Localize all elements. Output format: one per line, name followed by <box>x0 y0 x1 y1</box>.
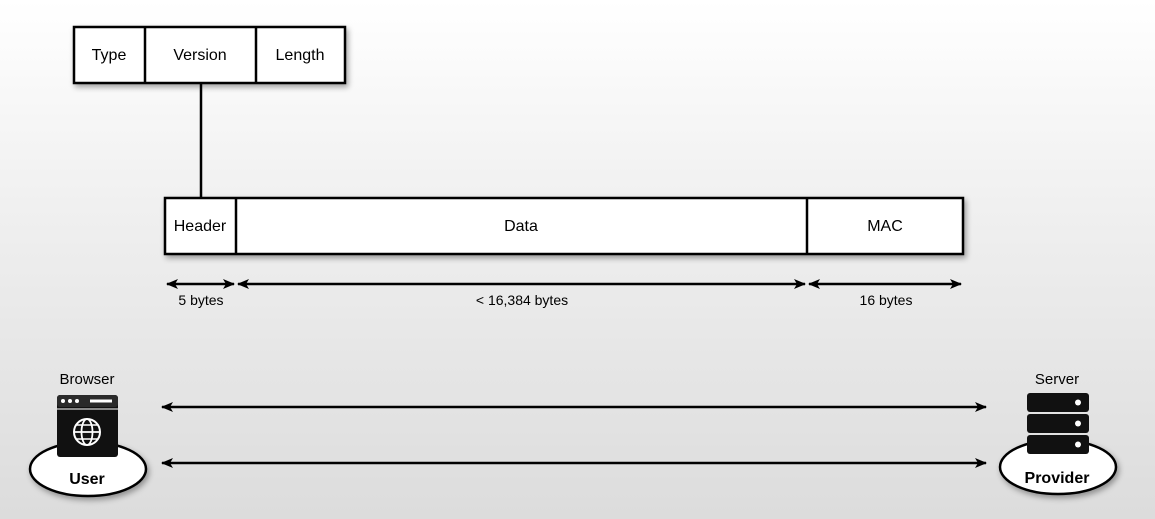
tls-record-group <box>165 198 963 254</box>
mac-size-label: 16 bytes <box>859 292 913 308</box>
header-size-label: 5 bytes <box>178 292 224 308</box>
record-header-label: Header <box>173 218 227 235</box>
data-size-label: < 16,384 bytes <box>475 292 569 308</box>
user-label: User <box>69 471 105 488</box>
server-label: Server <box>1034 371 1080 388</box>
server-icon <box>1027 393 1089 454</box>
browser-label: Browser <box>59 371 115 388</box>
record-mac-label: MAC <box>867 218 903 235</box>
length-field-label: Length <box>275 47 325 64</box>
record-data-label: Data <box>504 218 538 235</box>
type-field-label: Type <box>91 47 127 64</box>
browser-icon <box>57 395 118 457</box>
tls-record-box <box>165 198 963 254</box>
version-field-label: Version <box>173 47 227 64</box>
provider-label: Provider <box>1024 470 1090 487</box>
